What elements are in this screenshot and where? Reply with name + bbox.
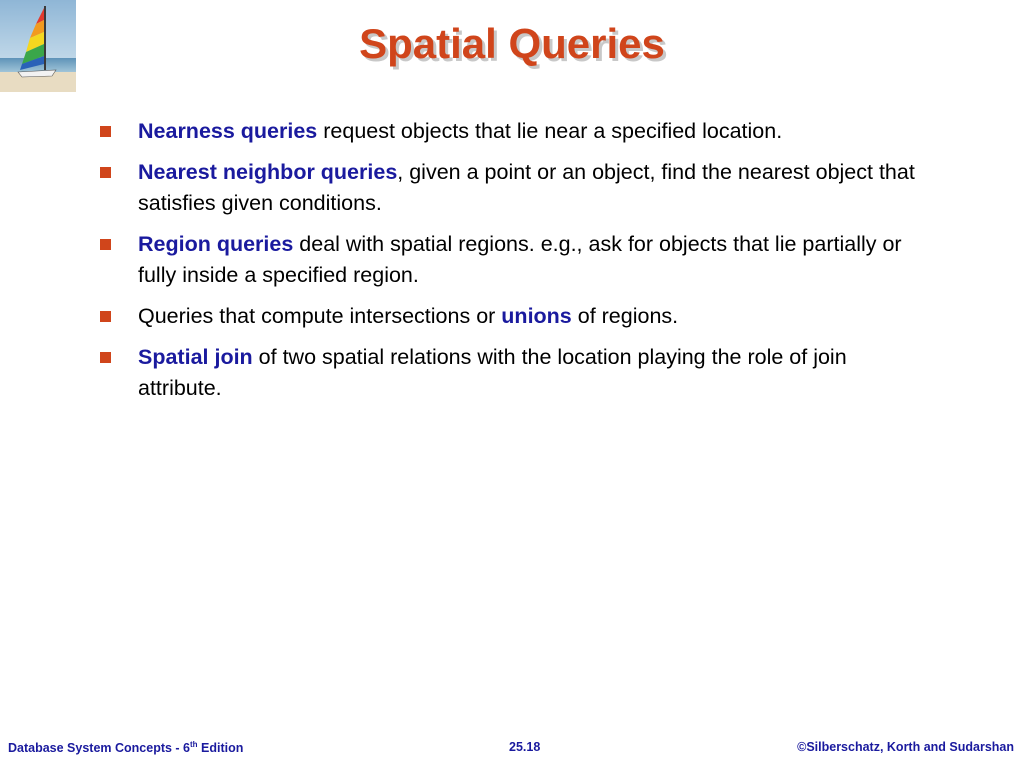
bullet-item <box>100 157 920 219</box>
bullet-text-before: Queries that compute intersections or <box>138 304 502 328</box>
bullet-text: , given a point or an object, find the nearest object that satisfies given conditions. <box>138 160 915 215</box>
bullet-text-after: of regions. <box>571 304 679 328</box>
bullet-list <box>100 116 920 414</box>
bullet-text: deal with spatial regions. e.g., ask for objects that lie partially or fully inside a specified region. <box>138 232 902 287</box>
bullet-term: Nearest neighbor queries <box>138 160 398 184</box>
footer-book-title <box>8 740 243 755</box>
footer-book-suffix: Edition <box>197 741 244 756</box>
footer-book-prefix: Database System Concepts - 6 <box>8 741 191 756</box>
bullet-term: Spatial join <box>138 345 253 369</box>
bullet-term: Nearness queries <box>138 119 318 143</box>
bullet-text: request objects that lie near a specified location. <box>317 119 783 143</box>
square-bullet-icon <box>100 352 111 363</box>
footer-page-number: 25.18 <box>509 740 541 754</box>
bullet-text: of two spatial relations with the location playing the role of join attribute. <box>138 345 847 400</box>
bullet-item <box>100 229 920 291</box>
bullet-item <box>100 116 920 147</box>
bullet-term: Region queries <box>138 232 294 256</box>
square-bullet-icon <box>100 311 111 322</box>
footer-copyright: ©Silberschatz, Korth and Sudarshan <box>797 740 1014 754</box>
square-bullet-icon <box>100 239 111 250</box>
bullet-term: unions <box>501 304 572 328</box>
bullet-item <box>100 342 920 404</box>
bullet-item <box>100 301 920 332</box>
square-bullet-icon <box>100 126 111 137</box>
slide-title: Spatial Queries <box>359 20 665 67</box>
square-bullet-icon <box>100 167 111 178</box>
footer-book-sup: th <box>190 740 198 749</box>
